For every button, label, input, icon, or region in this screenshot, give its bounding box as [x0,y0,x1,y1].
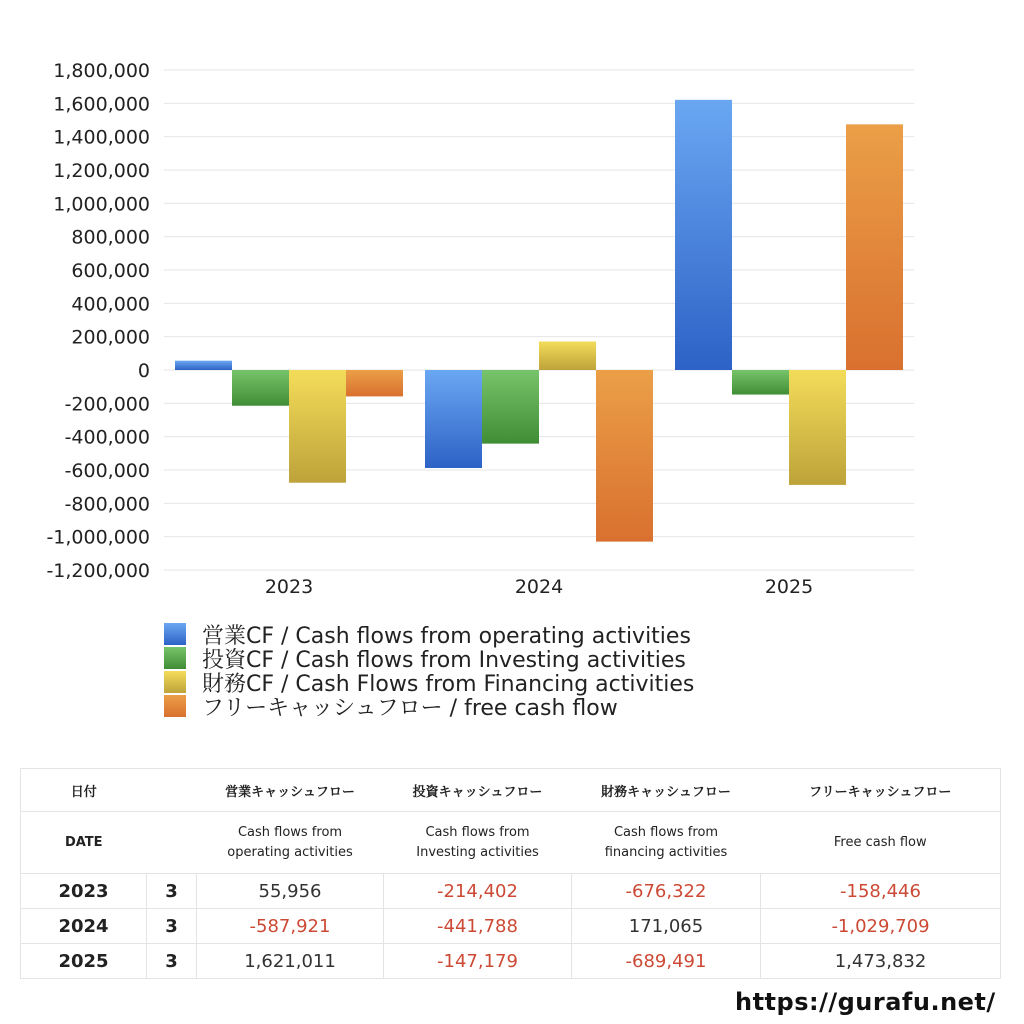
header-line: operating activities [227,844,353,860]
y-tick-label: 0 [137,360,150,382]
table-row [21,909,1001,944]
header-free-jp: フリーキャッシュフロー [761,769,1001,812]
bar-2024-series-3 [596,370,653,542]
header-line: Cash flows from [613,824,719,840]
cell-investing: -214,402 [384,874,572,909]
header-financing-jp: 財務キャッシュフロー [572,769,761,812]
y-tick-label: 1,000,000 [53,193,150,216]
cell-investing: -441,788 [384,909,572,944]
bar-2023-series-1 [232,370,289,406]
cell-financing: 171,065 [572,909,761,944]
row-month: 3 [147,874,197,909]
header-financing-en [572,812,761,874]
legend-label: 営業CF / Cash flows from operating activities [202,623,691,649]
footer-url[interactable]: https://gurafu.net/ [735,988,996,1016]
bar-2024-series-2 [539,341,596,370]
bar-2025-series-3 [846,124,903,370]
legend-item-free [164,694,694,721]
header-operating-en [197,812,384,874]
cash-flow-table [20,768,1001,979]
bar-2025-series-0 [675,100,732,370]
cell-investing: -147,179 [384,944,572,979]
header-investing-en [384,812,572,874]
table-header-row [21,769,1001,812]
cell-free: 1,473,832 [761,944,1001,979]
cell-free: -158,446 [761,874,1001,909]
y-tick-label: 1,200,000 [53,160,150,182]
header-date-en: DATE [21,812,147,874]
row-month: 3 [147,909,197,944]
y-tick-label: 1,800,000 [53,60,150,82]
y-tick-label: 1,400,000 [53,126,150,149]
legend-swatch-operating [164,623,186,645]
y-tick-label: -800,000 [64,493,150,516]
x-tick-label: 2023 [264,576,314,598]
bar-2023-series-3 [346,370,403,396]
bar-2024-series-1 [482,370,539,444]
bar-2025-series-2 [789,370,846,485]
y-tick-label: 200,000 [71,326,150,349]
row-year: 2025 [21,944,147,979]
cell-operating: 1,621,011 [197,944,384,979]
cell-financing: -689,491 [572,944,761,979]
legend-swatch-financing [164,671,186,693]
x-tick-label: 2024 [514,576,564,598]
legend-label: 財務CF / Cash Flows from Financing activities [202,671,695,697]
x-axis-ticks [265,576,813,598]
legend-label: 投資CF / Cash flows from Investing activities [202,647,686,673]
row-month: 3 [147,944,197,979]
y-tick-label: -600,000 [64,460,150,482]
header-investing-jp: 投資キャッシュフロー [384,769,572,812]
legend-swatch-free [164,695,186,717]
cell-free: -1,029,709 [761,909,1001,944]
cell-operating: 55,956 [197,874,384,909]
y-tick-label: 600,000 [71,260,150,282]
grid-lines [164,70,914,570]
y-tick-label: -1,200,000 [46,560,150,582]
y-tick-label: -1,000,000 [46,526,150,549]
y-tick-label: -200,000 [64,393,150,416]
x-tick-label: 2025 [764,576,814,598]
legend-label: フリーキャッシュフロー / free cash flow [202,695,618,721]
bars [175,100,903,542]
y-tick-label: 1,600,000 [53,93,150,116]
header-spacer [147,812,197,874]
table-row [21,874,1001,909]
header-line: Cash flows from [425,824,530,840]
bar-2025-series-1 [732,370,789,395]
header-free-en: Free cash flow [761,812,1001,874]
y-tick-label: 800,000 [71,226,150,249]
row-year: 2023 [21,874,147,909]
bar-2023-series-2 [289,370,346,483]
bar-2023-series-0 [175,361,232,370]
y-tick-label: 400,000 [71,293,150,316]
table-row [21,944,1001,979]
legend-swatch-investing [164,647,186,669]
y-tick-label: -400,000 [64,426,150,449]
header-line: financing activities [604,844,728,860]
cell-operating: -587,921 [197,909,384,944]
cell-financing: -676,322 [572,874,761,909]
chart-legend [164,622,695,721]
y-axis-ticks [46,60,150,582]
header-spacer [147,769,197,812]
header-operating-jp: 営業キャッシュフロー [197,769,384,812]
table-subheader-row [21,812,1001,874]
header-date-jp: 日付 [21,769,147,812]
header-line: Cash flows from [237,824,343,840]
row-year: 2024 [21,909,147,944]
header-line: Investing activities [416,844,539,860]
bar-2024-series-0 [425,370,482,468]
